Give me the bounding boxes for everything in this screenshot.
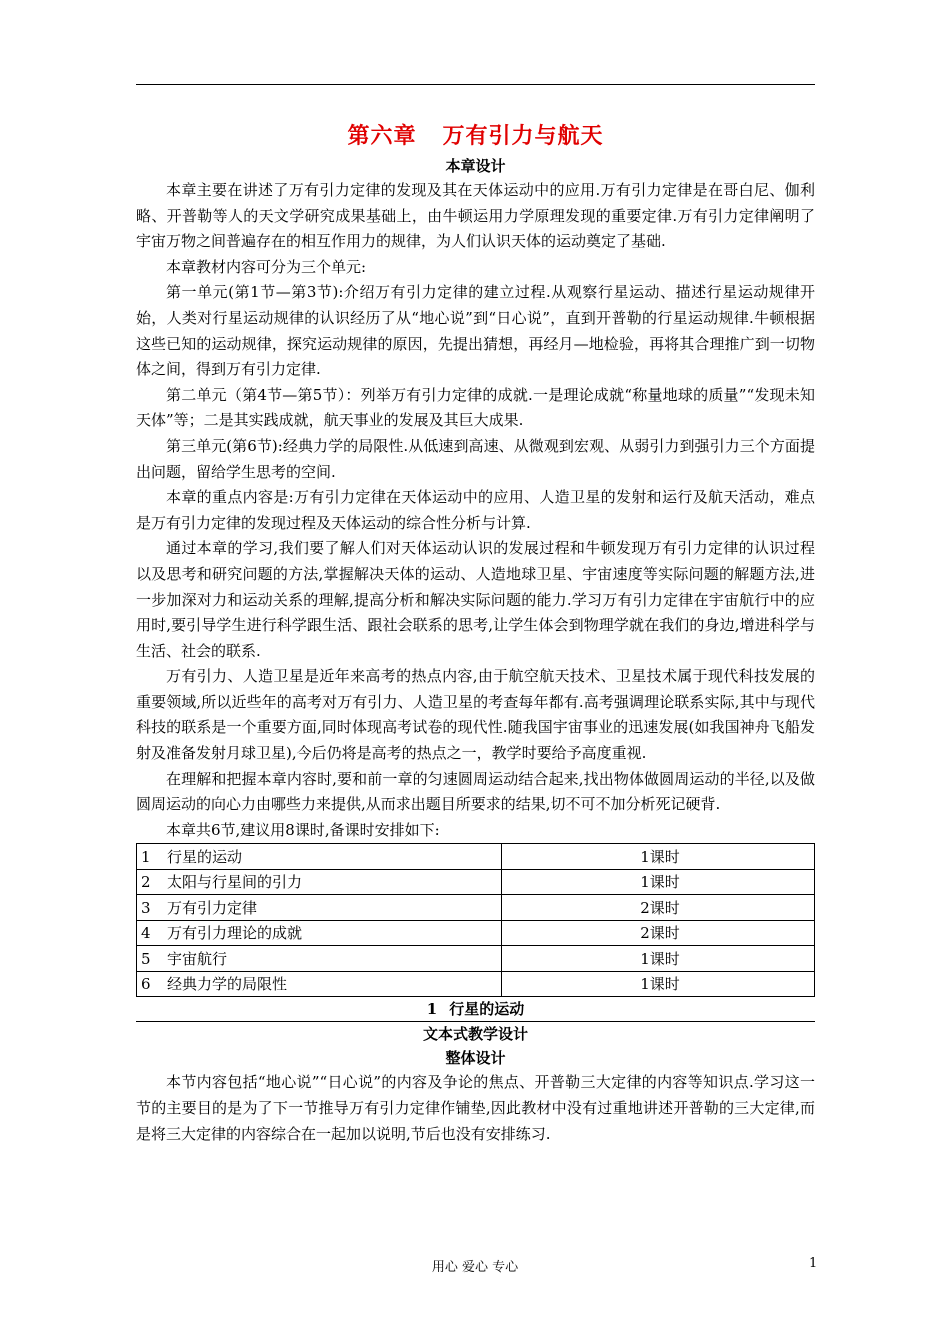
hours-cell: 1课时: [502, 869, 815, 895]
paragraph: 本章主要在讲述了万有引力定律的发现及其在天体运动中的应用.万有引力定律是在哥白尼、伽利略、开普勒等人的天文学研究成果基础上，由牛顿运用力学原理发现的重要定律.万有引力定律阐明了宇宙万物之间普遍存在的相互作用力的规律，为人们认识天体的运动奠定了基础.: [136, 181, 815, 251]
page-content: [136, 118, 815, 1147]
lesson-number: 6: [141, 975, 151, 994]
paragraph: 通过本章的学习,我们要了解人们对天体运动认识的发展过程和牛顿发现万有引力定律的认识过程以及思考和研究问题的方法,掌握解决天体的运动、人造地球卫星、宇宙速度等实际问题的解题方法,进一步加深对力和运动关系的理解,提高分析和解决实际问题的能力.学习万有引力定律在宇宙航行中的应用时,要引导学生进行科学跟生活、跟社会联系的思考,让学生体会到物理学就在我们的身边,增进科学与生活、社会的联系.: [136, 539, 815, 660]
chapter-name: 万有引力与航天: [442, 123, 604, 149]
chapter-title: [136, 118, 815, 154]
lesson-title: 万有引力理论的成就: [167, 924, 303, 943]
paragraph: 第一单元(第1节—第3节):介绍万有引力定律的建立过程.从观察行星运动、描述行星运动规律开始，人类对行星运动规律的认识经历了从“地心说”到“日心说”，直到开普勒的行星运动规律.牛顿根据这些已知的运动规律，探究运动规律的原因，先提出猜想，再经月—地检验，再将其合理推广到一切物体之间，得到万有引力定律.: [136, 283, 815, 379]
paragraph: 万有引力、人造卫星是近年来高考的热点内容,由于航空航天技术、卫星技术属于现代科技发展的重要领域,所以近些年的高考对万有引力、人造卫星的考查每年都有.高考强调理论联系实际,其中与现代科技的联系是一个重要方面,同时体现高考试卷的现代性.随我国宇宙事业的迅速发展(如我国神舟飞船发射及准备发射月球卫星),今后仍将是高考的热点之一，教学时要给予高度重视.: [136, 667, 815, 763]
section-number: 1: [426, 1000, 438, 1019]
header-rule: [136, 84, 815, 85]
lesson-cell: [137, 946, 502, 972]
overall-design-heading: 整体设计: [445, 1049, 506, 1068]
hours-cell: 1课时: [502, 844, 815, 870]
lesson-cell: [137, 895, 502, 921]
table-row: [137, 844, 815, 870]
chapter-body: [136, 178, 815, 843]
paragraph: 第三单元(第6节):经典力学的局限性.从低速到高速、从微观到宏观、从弱引力到强引力三个方面提出问题，留给学生思考的空间.: [136, 436, 815, 481]
lesson-number: 1: [141, 847, 151, 866]
hours-cell: 2课时: [502, 895, 815, 921]
section-body: [136, 1070, 815, 1147]
paragraph: 本章共6节,建议用8课时,备课时安排如下:: [166, 820, 440, 839]
lesson-title: 经典力学的局限性: [167, 975, 288, 994]
lesson-cell: [137, 869, 502, 895]
paragraph: 本节内容包括“地心说”“日心说”的内容及争论的焦点、开普勒三大定律的内容等知识点.学习这一节的主要目的是为了下一节推导万有引力定律作铺垫,因此教材中没有过重地讲述开普勒的三大定律,而是将三大定律的内容综合在一起加以说明,节后也没有安排练习.: [136, 1073, 815, 1143]
table-row: [137, 920, 815, 946]
lesson-cell: [137, 971, 502, 997]
paragraph: 在理解和把握本章内容时,要和前一章的匀速圆周运动结合起来,找出物体做圆周运动的半径,以及做圆周运动的向心力由哪些力来提供,从而求出题目所要求的结果,切不可不加分析死记硬背.: [136, 769, 815, 814]
hours-cell: 1课时: [502, 946, 815, 972]
lesson-number: 4: [141, 924, 151, 943]
lesson-title: 宇宙航行: [167, 949, 228, 968]
lesson-number: 5: [141, 949, 151, 968]
table-row: [137, 971, 815, 997]
paragraph: 第二单元（第4节—第5节）：列举万有引力定律的成就.一是理论成就“称量地球的质量”“发现未知天体”等；二是其实践成就，航天事业的发展及其巨大成果.: [136, 385, 815, 430]
lesson-number: 2: [141, 873, 151, 892]
lesson-cell: [137, 844, 502, 870]
lesson-number: 3: [141, 898, 151, 917]
schedule-table: [136, 843, 815, 997]
paragraph: 本章教材内容可分为三个单元:: [166, 257, 367, 276]
hours-cell: 1课时: [502, 971, 815, 997]
table-row: [137, 869, 815, 895]
chapter-label: 第六章: [347, 123, 417, 149]
footer-motto: 用心 爱心 专心: [431, 1260, 519, 1275]
table-row: [137, 895, 815, 921]
section-name: 行星的运动: [449, 1000, 525, 1019]
paragraph: 本章的重点内容是:万有引力定律在天体运动中的应用、人造卫星的发射和运行及航天活动，难点是万有引力定律的发现过程及天体运动的综合性分析与计算.: [136, 488, 815, 532]
design-heading: 本章设计: [445, 157, 506, 175]
section-title: [136, 997, 815, 1022]
hours-cell: 2课时: [502, 920, 815, 946]
table-row: [137, 946, 815, 972]
lesson-title: 行星的运动: [167, 847, 243, 866]
page-number: 1: [809, 1256, 818, 1271]
teaching-design-heading: 文本式教学设计: [422, 1025, 528, 1044]
lesson-cell: [137, 920, 502, 946]
lesson-title: 太阳与行星间的引力: [167, 873, 303, 892]
lesson-title: 万有引力定律: [167, 898, 258, 917]
